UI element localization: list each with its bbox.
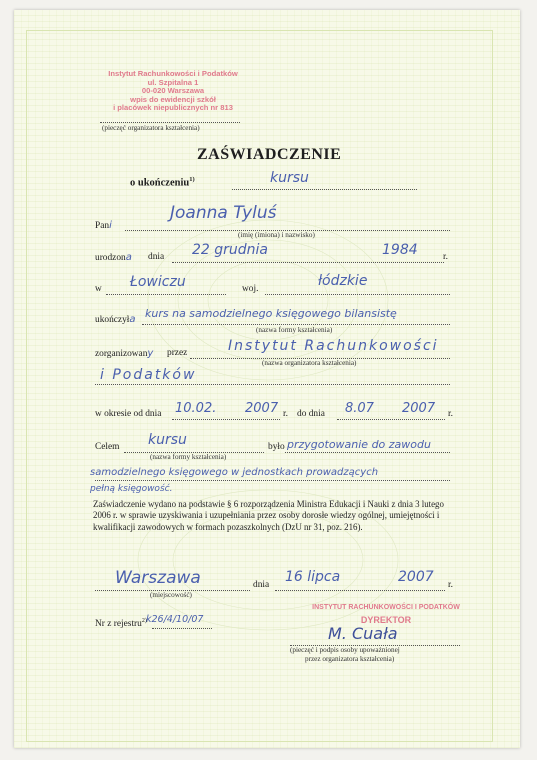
stamp-line: wpis do ewidencji szkół — [130, 94, 216, 104]
subtitle-value: kursu — [270, 170, 309, 186]
purpose-label: Celem — [95, 442, 120, 452]
pan-suffix: i — [109, 220, 112, 231]
issue-date-label: dnia — [253, 580, 270, 590]
purpose-form-value: kursu — [148, 432, 187, 448]
birth-day-value: 22 grudnia — [192, 242, 269, 258]
director-stamp — [296, 604, 476, 624]
legal-text: Zaświadczenie wydano na podstawie § 6 rozporządzenia Ministra Edukacji i Nauki z dnia 3 lutego 2006 r. w sprawie uzyskiwania i uzupełniania przez osoby dorosłe wiedzy ogólnej, umiejętności i kwalifikacji zawodowych w formach pozaszkolnych (DzU nr 31, poz. 216). — [93, 499, 444, 532]
purpose-line-3: pełną księgowość. — [90, 484, 173, 494]
director-signature: M. Cuała — [328, 624, 398, 643]
pan-label — [95, 220, 112, 231]
stamp-line: ul. Szpitalna 1 — [147, 77, 199, 87]
birth-text: urodzon — [95, 253, 126, 263]
period-to-dotted — [337, 419, 445, 420]
purpose-form-caption: (nazwa formy kształcenia) — [150, 453, 227, 461]
birth-year-suffix: r. — [443, 252, 448, 262]
completed-caption: (nazwa formy kształcenia) — [256, 326, 333, 334]
stamp-line: Instytut Rachunkowości i Podatków — [108, 69, 238, 78]
period-r1: r. — [283, 409, 288, 419]
purpose-was-label: było — [268, 442, 285, 452]
organizer-stamp — [88, 70, 258, 113]
place-dotted-line — [106, 294, 226, 295]
organized-value-1: Instytut Rachunkowości — [228, 338, 439, 354]
completed-dotted-line — [142, 324, 450, 325]
stamp-caption: (pieczęć organizatora kształcenia) — [102, 124, 200, 132]
period-to-year: 2007 — [402, 401, 436, 416]
footnote-2: 2) — [141, 618, 147, 624]
organized-suffix: y — [147, 348, 154, 359]
signature-caption-2: przez organizatora kształcenia) — [305, 655, 395, 663]
issue-date-value: 16 lipca — [285, 569, 341, 585]
period-to-label: do dnia — [297, 409, 325, 419]
purpose-dotted-2 — [95, 480, 450, 481]
footnote-1: 1) — [189, 176, 195, 183]
subtitle-dotted-line — [232, 189, 417, 190]
subtitle-text: o ukończeniu — [130, 177, 190, 189]
birth-label — [95, 252, 132, 263]
registry-value: k26/4/10/07 — [146, 614, 204, 625]
issue-year-value: 2007 — [398, 569, 434, 585]
place-value: Łowiczu — [130, 274, 186, 290]
signature-caption-1: (pieczęć i podpis osoby upoważnionej — [290, 646, 400, 654]
document-title: ZAŚWIADCZENIE — [197, 146, 342, 163]
woj-dotted-line — [265, 294, 450, 295]
period-label: w okresie od dnia — [95, 409, 162, 419]
issue-place-value: Warszawa — [115, 568, 201, 588]
period-r2: r. — [448, 409, 453, 419]
purpose-line-1: przygotowanie do zawodu — [287, 438, 431, 451]
organized-dotted-line-2 — [95, 384, 450, 385]
birth-suffix: a — [125, 252, 132, 263]
registry-dotted — [152, 628, 212, 629]
stamp-dotted-line — [100, 122, 240, 123]
registry-text: Nr z rejestru — [95, 619, 142, 630]
period-to-value: 8.07 — [345, 401, 374, 416]
period-from-value: 10.02. — [175, 401, 217, 416]
organized-by-label: przez — [167, 348, 188, 358]
birth-day-label: dnia — [148, 252, 165, 262]
birth-year-value: 1984 — [382, 242, 418, 258]
pan-caption: (imię (imiona) i nazwisko) — [238, 231, 315, 239]
stamp-director: DYREKTOR — [360, 614, 412, 625]
certificate-frame — [26, 30, 493, 742]
subtitle-label — [130, 176, 195, 189]
pan-text: Pan — [95, 221, 110, 231]
period-from-year: 2007 — [245, 401, 279, 416]
completed-label — [95, 314, 136, 325]
stamp-line: 00-020 Warszawa — [141, 86, 205, 95]
birth-dotted-line — [172, 262, 444, 263]
place-label: w — [95, 284, 102, 294]
registry-label — [95, 618, 147, 629]
woj-value: łódzkie — [318, 273, 368, 289]
issue-year-suffix: r. — [448, 580, 453, 590]
woj-label: woj. — [242, 284, 259, 294]
organized-label — [95, 348, 153, 359]
purpose-line-2: samodzielnego księgowego w jednostkach prowadzących — [90, 467, 379, 478]
completed-text: ukończył — [95, 315, 130, 325]
stamp-institute: INSTYTUT RACHUNKOWOŚCI I PODATKÓW — [312, 604, 460, 611]
purpose-dotted-1 — [285, 452, 450, 453]
organized-text: zorganizowan — [95, 349, 148, 359]
issue-date-dotted — [275, 590, 445, 591]
stamp-line: i placówek niepublicznych nr 813 — [113, 103, 233, 112]
pan-name: Joanna Tyluś — [170, 203, 277, 223]
issue-place-caption: (miejscowość) — [150, 591, 192, 599]
completed-value: kurs na samodzielnego księgowego bilansistę — [145, 307, 397, 320]
organized-value-2: i Podatków — [100, 367, 197, 383]
organized-caption: (nazwa organizatora kształcenia) — [262, 359, 357, 367]
period-from-dotted — [172, 419, 280, 420]
completed-suffix: a — [129, 314, 136, 325]
